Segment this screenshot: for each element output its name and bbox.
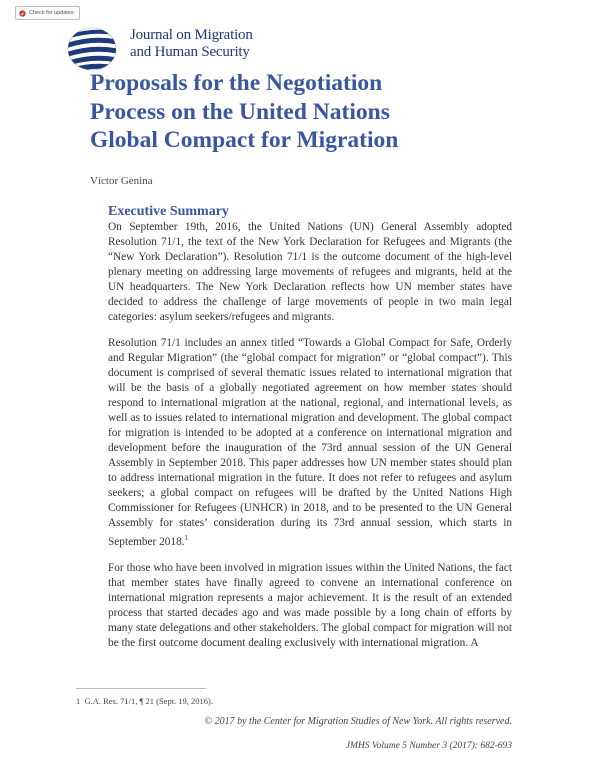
footnote-divider <box>76 688 206 689</box>
paragraph-1: On September 19th, 2016, the United Nations (UN) General Assembly adopted Resolution 71/1, the text of the New York Declaration for Refugees and Migrants (the “New York Declaration”). Resolution 71/1 is the outcome document of the high-level plenary meeting on addressing large movements of refugees and migrants, held at the UN headquarters. The New York Declaration reflects how UN member states have decided to address the challenge of large movements of people in two main legal categories: asylum seekers/refugees and migrants. <box>108 221 512 323</box>
footnote-text: G.A. Res. 71/1, ¶ 21 (Sept. 19, 2016). <box>84 696 214 706</box>
article-title <box>90 69 560 155</box>
title-line-2: Process on the United Nations <box>90 98 390 125</box>
paragraph-2 <box>108 336 512 550</box>
footnote-reference[interactable]: 1 <box>184 534 189 542</box>
footnote-number: 1 <box>76 696 81 706</box>
journal-name <box>130 27 253 61</box>
paragraph-3: For those who have been involved in migration issues within the United Nations, the fact that member states have finally agreed to convene an international conference on international migration represents a major achievement. It is the result of an extended process that started decades ago and was made possible by a long chain of efforts by many state delegations and other stakeholders. The global compact for migration will not be the first outcome document dealing exclusively with international migration. A <box>108 561 512 649</box>
paragraph-2-text: Resolution 71/1 includes an annex titled “Towards a Global Compact for Safe, Orderly and Regular Migration” (the “global compact for migration” or “global compact”). This document is comprised of several thematic issues related to international migration that will be the basis of a globally negotiated agreement on how member states should respond to international migration at the national, regional, and international levels, as well as to issues related to international migration and development. The global compact for migration is intended to be adopted at a conference on international migration and development before the inauguration of the 73rd annual session of the UN General Assembly in September 2018. This paper addresses how UN member states should plan to address international migration in the future. It does not refer to refugees and asylum seekers; a global compact on refugees will be drafted by the United Nations High Commissioner for Refugees (UNHCR) in 2018, and to be presented to the UN General Assembly for states’ consideration during its 73rd annual session, which starts in September 2018. <box>108 337 512 548</box>
journal-name-line-1: Journal on Migration <box>130 27 253 43</box>
title-line-1: Proposals for the Negotiation <box>90 70 383 96</box>
check-circle-icon <box>19 10 26 17</box>
author-name: Víctor Genina <box>90 175 153 187</box>
check-for-updates-badge[interactable] <box>15 6 80 20</box>
journal-logo <box>64 24 124 74</box>
copyright-notice: © 2017 by the Center for Migration Studies of New York. All rights reserved. <box>204 716 512 727</box>
section-heading: Executive Summary <box>108 204 229 219</box>
footnote <box>76 696 213 706</box>
title-line-3: Global Compact for Migration <box>90 127 399 153</box>
article-body <box>108 220 512 662</box>
check-for-updates-label: Check for updates <box>29 10 74 16</box>
journal-citation: JMHS Volume 5 Number 3 (2017): 682-693 <box>345 741 512 751</box>
globe-stripes-logo-icon <box>64 24 124 74</box>
journal-name-line-2: and Human Security <box>130 44 250 60</box>
